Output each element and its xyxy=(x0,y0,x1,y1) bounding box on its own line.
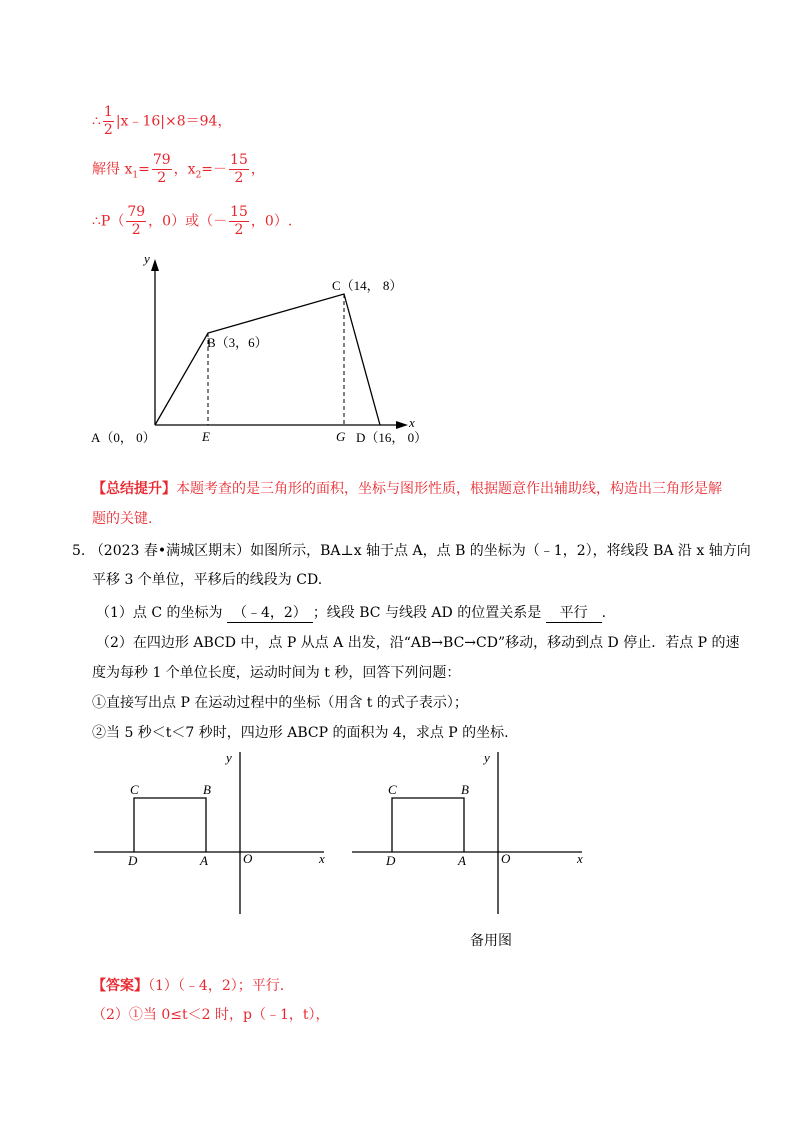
question-2-sub-2: ②当 5 秒＜t＜7 秒时，四边形 ABCP 的面积为 4，求点 P 的坐标. xyxy=(92,725,509,741)
x-axis-arrow xyxy=(396,421,408,429)
point-D-label: D xyxy=(128,853,138,868)
point-B-label: B xyxy=(461,782,469,797)
point-D-label: D（16， 0） xyxy=(356,430,428,445)
y-axis-label: y xyxy=(144,251,150,266)
fraction: $\frac{1}{2}$ xyxy=(103,104,113,138)
answer-blank-2: 平行 xyxy=(546,602,602,623)
answer-line-2: （2）①当 0≤t＜2 时，p（﹣1，t）， xyxy=(92,1007,330,1023)
equation-text: |x﹣16|×8＝94， xyxy=(115,113,232,130)
problem-number: 5. xyxy=(72,543,86,559)
point-D-label: D xyxy=(386,853,396,868)
origin-label: O xyxy=(501,851,511,866)
point-A-label: A（0， 0） xyxy=(91,430,156,445)
x-axis-label: x xyxy=(319,851,325,866)
point-A-label: A xyxy=(200,853,208,868)
point-E-label: E xyxy=(202,429,210,444)
summary-tag: 【总结提升】 xyxy=(92,481,176,497)
y-axis-label: y xyxy=(226,750,232,765)
question-2-line-1: （2）在四边形 ABCD 中，点 P 从点 A 出发，沿“AB→BC→CD”移动，移动到点 D 停止．若点 P 的速 xyxy=(96,635,740,651)
problem-5-line-2: 平移 3 个单位，平移后的线段为 CD. xyxy=(92,572,323,588)
point-C-label: C xyxy=(388,782,397,797)
rectangle-ABCD xyxy=(392,798,464,852)
answer-tag: 【答案】 xyxy=(92,978,148,994)
problem-5-line-1: 5. （2023 春•满城区期末）如图所示，BA⊥x 轴于点 A，点 B 的坐标为（﹣1，2），将线段 BA 沿 x 轴方向 xyxy=(72,543,751,559)
point-B-label: B（3，6） xyxy=(207,335,268,350)
y-axis-arrow xyxy=(151,259,159,271)
figure-caption: 备用图 xyxy=(470,933,512,949)
solution-line-2: 解得 $x_1=$ $\frac{79}{2}$ ，$x_2=-$ $\frac{15}{2}$ ， xyxy=(92,152,265,186)
coordinate-figure-2 xyxy=(90,748,340,918)
x-axis-label: x xyxy=(577,851,583,866)
question-2-sub-1: ①直接写出点 P 在运动过程中的坐标（用含 t 的式子表示）； xyxy=(92,695,468,711)
point-C-label: C（14， 8） xyxy=(332,278,403,293)
answer-line-1: 【答案】（1）（﹣4，2）；平行. xyxy=(92,978,285,994)
point-G-label: G xyxy=(336,429,346,444)
fraction: $\frac{79}{2}$ xyxy=(127,204,146,238)
fraction: $\frac{15}{2}$ xyxy=(230,152,248,186)
point-B-label: B xyxy=(203,782,211,797)
fraction: $\frac{79}{2}$ xyxy=(152,152,171,186)
rectangle-ABCD xyxy=(134,798,206,852)
question-2-line-2: 度为每秒 1 个单位长度，运动时间为 t 秒，回答下列问题： xyxy=(92,665,461,681)
point-A-label: A xyxy=(458,853,466,868)
solution-line-3: ∴P（ $\frac{79}{2}$ ，0）或（－ $\frac{15}{2}$ ，0）. xyxy=(92,204,293,238)
fraction: $\frac{15}{2}$ xyxy=(230,204,248,238)
summary-line-2: 题的关键. xyxy=(92,511,153,527)
point-C-label: C xyxy=(130,782,139,797)
origin-label: O xyxy=(243,851,253,866)
polyline-ABCD xyxy=(155,294,380,425)
question-1: （1）点 C 的坐标为 （﹣4，2） ；线段 BC 与线段 AD 的位置关系是 平行 . xyxy=(96,602,606,623)
therefore-symbol: ∴ xyxy=(92,113,101,130)
y-axis-label: y xyxy=(484,750,490,765)
answer-blank-1: （﹣4，2） xyxy=(227,602,313,623)
coordinate-figure-3 xyxy=(348,748,598,918)
x-axis-label: x xyxy=(409,415,415,430)
solution-line-1 xyxy=(92,104,231,139)
coordinate-figure-1 xyxy=(80,245,440,455)
summary-line-1: 【总结提升】本题考查的是三角形的面积，坐标与图形性质，根据题意作出辅助线，构造出三角形是解 xyxy=(92,481,722,497)
